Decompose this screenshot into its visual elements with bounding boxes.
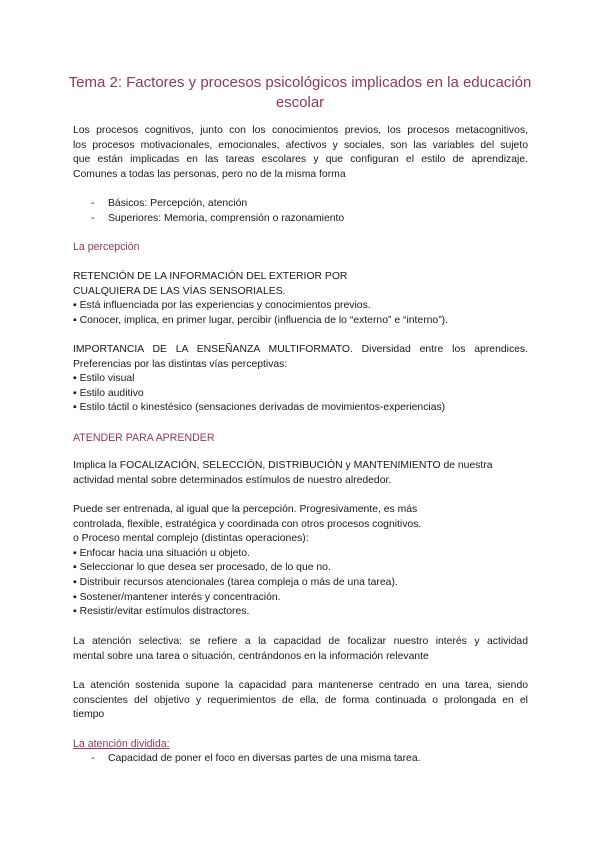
dash-bullet: - [91,212,95,224]
bullet-line: ▪ Estilo visual [73,373,135,385]
list-item [73,197,528,212]
paragraph-line: mental sobre una tarea o situación, centrándonos en la información relevante [73,650,429,662]
atender-paragraph-2 [73,503,528,620]
paragraph-line: conscientes del objetivo y requerimientos de ella, de forma continuada o prolongada en el [73,694,528,706]
paragraph-line: controlada, flexible, estratégica y coordinada con otros procesos cognitivos. [73,518,422,530]
atencion-sostenida-paragraph [73,679,528,723]
paragraph-line: La atención selectiva: se refiere a la capacidad de focalizar nuestro interés y actividad [73,636,528,647]
list-item-text: Básicos: Percepción, atención [108,198,248,209]
document-title [60,73,540,113]
atender-paragraph-1 [73,459,528,488]
atencion-selectiva-paragraph [73,635,528,664]
intro-line: Comunes a todas las personas, pero no de la misma forma [73,168,346,180]
paragraph-line: Preferencias por las distintas vías perceptivas: [73,358,288,370]
bullet-line: ▪ Conocer, implica, en primer lugar, percibir (influencia de lo “externo” e “interno”). [73,314,449,326]
list-item-text: Superiores: Memoria, comprensión o razonamiento [108,212,345,224]
heading-text: La percepción [73,241,140,253]
bullet-line: ▪ Estilo táctil o kinestésico (sensaciones derivadas de movimientos-experiencias) [73,402,446,414]
section-heading-atender [73,431,528,446]
paragraph-line: tiempo [73,709,105,721]
bullet-line: ▪ Enfocar hacia una situación u objeto. [73,547,250,559]
list-item-text: Capacidad de poner el foco en diversas partes de una misma tarea. [108,753,421,764]
dash-bullet: - [91,198,95,209]
paragraph-line: Puede ser entrenada, al igual que la percepción. Progresivamente, es más [73,504,418,515]
bullet-line: ▪ Sostener/mantener interés y concentración. [73,591,281,603]
bullet-line: ▪ Distribuir recursos atencionales (tarea compleja o más de una tarea). [73,576,398,588]
dividida-list [73,752,528,767]
paragraph-line: La atención sostenida supone la capacidad para mantenerse centrado en una tarea, siendo [73,680,528,691]
paragraph-line: IMPORTANCIA DE LA ENSEÑANZA MULTIFORMATO. Diversidad entre los aprendices. [73,344,528,355]
paragraph-line: RETENCIÓN DE LA INFORMACIÓN DEL EXTERIOR POR [73,271,348,282]
intro-line: Los procesos cognitivos, junto con los conocimientos previos, los procesos metacognitivos, [73,125,528,136]
bullet-line: ▪ Seleccionar lo que desea ser procesado, de lo que no. [73,562,331,574]
list-item [73,752,528,767]
bullet-line: ▪ Está influenciada por las experiencias y conocimientos previos. [73,300,371,312]
list-item [73,212,528,227]
paragraph-line: actividad mental sobre determinados estímulos de nuestro alrededor. [73,474,392,486]
paragraph-line: CUALQUIERA DE LAS VÍAS SENSORIALES. [73,285,286,297]
section-heading-percepcion [73,240,528,255]
percepcion-paragraph-1 [73,270,528,328]
percepcion-paragraph-2 [73,343,528,416]
intro-line: los procesos motivacionales, emocionales, afectivos y sociales, son las variables del sujeto [73,139,528,151]
title-line-1: Tema 2: Factores y procesos psicológicos implicados en la educación [68,74,532,91]
paragraph-line: o Proceso mental complejo (distintas operaciones): [73,533,309,545]
heading-text: ATENDER PARA APRENDER [73,432,215,444]
intro-list [73,197,528,226]
paragraph-line: Implica la FOCALIZACIÓN, SELECCIÓN, DISTRIBUCIÓN y MANTENIMIENTO de nuestra [73,460,493,471]
dash-bullet: - [91,753,95,764]
intro-line: que están implicadas en las tareas escolares y que configuran el estilo de aprendizaje. [73,154,528,166]
title-line-2: escolar [275,94,325,111]
bullet-line: ▪ Estilo auditivo [73,387,144,399]
intro-paragraph [73,124,528,182]
heading-text: La atención dividida: [73,738,170,750]
bullet-line: ▪ Resistir/evitar estímulos distractores. [73,606,250,618]
section-heading-dividida [73,737,528,752]
